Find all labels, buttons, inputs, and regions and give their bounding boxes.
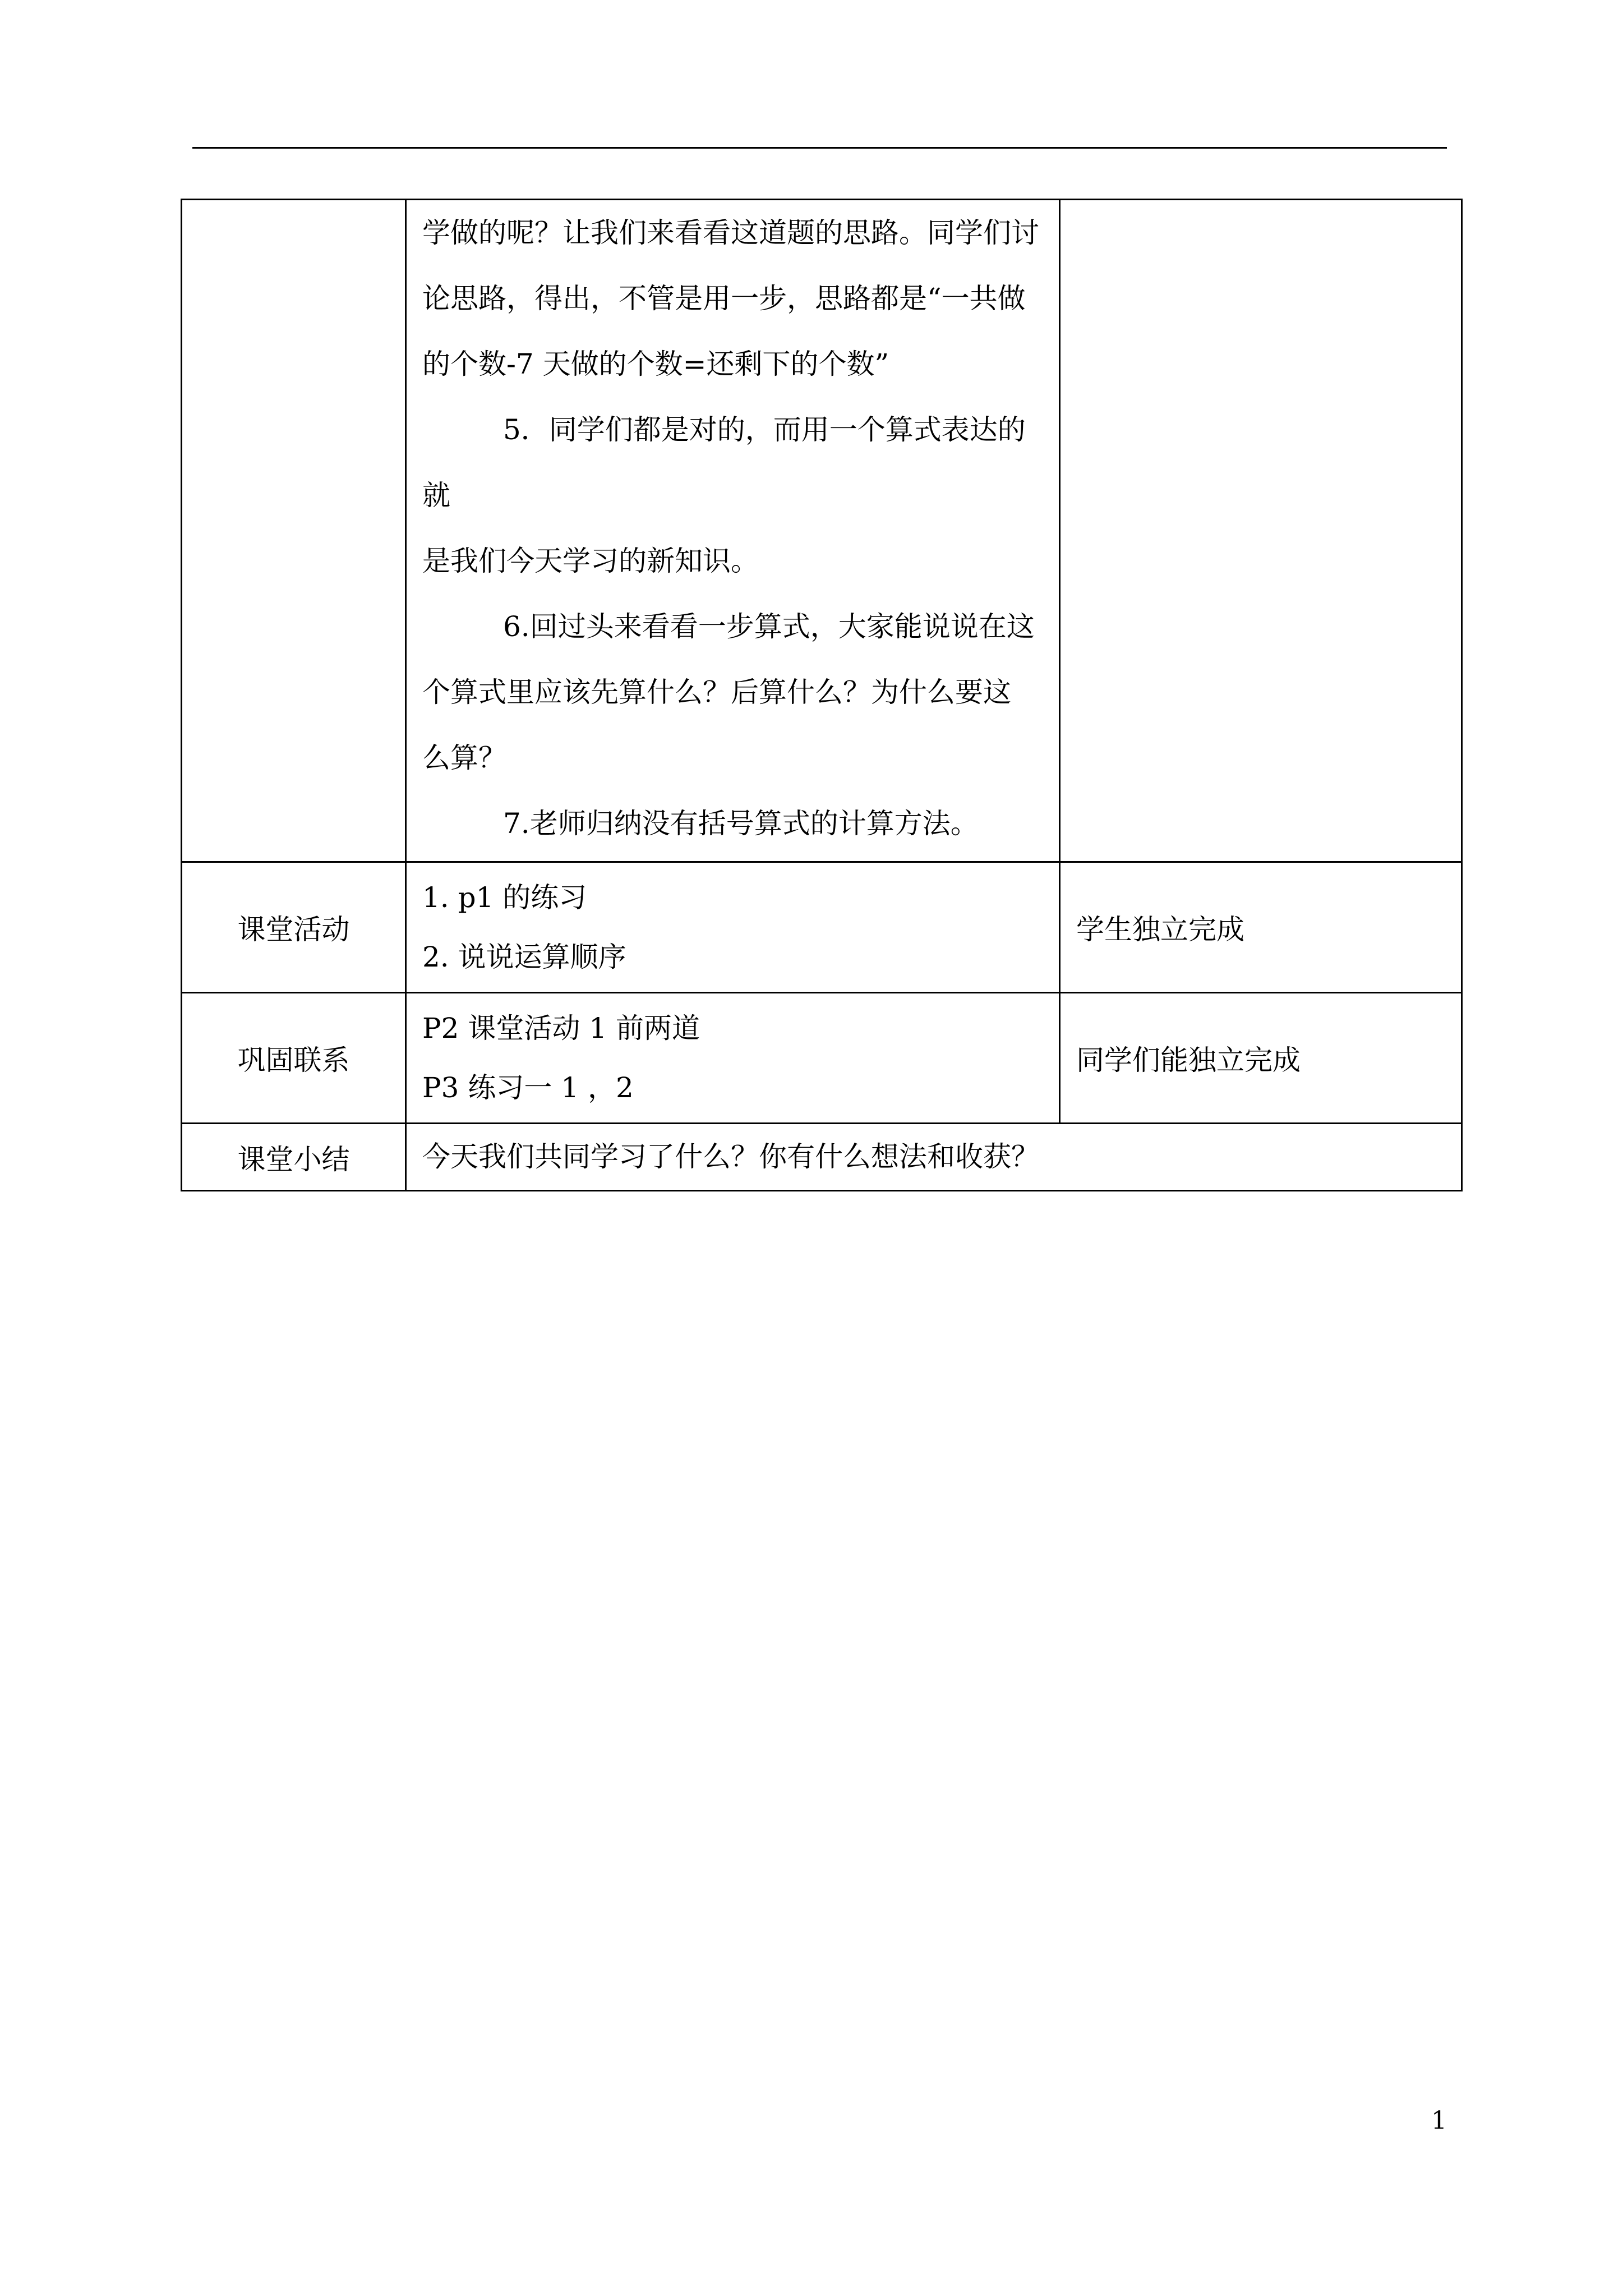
consolidation-note: 同学们能独立完成	[1060, 993, 1462, 1124]
summary-content: 今天我们共同学习了什么？你有什么想法和收获？	[406, 1124, 1462, 1191]
activity-line: 1. p1 的练习	[422, 881, 587, 914]
stage-label-summary: 课堂小结	[182, 1124, 406, 1191]
stage-label-class-activity: 课堂活动	[182, 862, 406, 993]
consolidation-line: P3 练习一 1 ，2	[422, 1071, 634, 1104]
stage-label-consolidation: 巩固联系	[182, 993, 406, 1124]
stage-cell-empty	[182, 200, 406, 862]
page-number: 1	[1431, 2106, 1447, 2135]
table-row-continuation	[182, 200, 1462, 862]
table-row-class-activity	[182, 862, 1462, 993]
table-row-summary	[182, 1124, 1462, 1191]
teaching-process-cell	[406, 200, 1060, 862]
process-line: 是我们今天学习的新知识。	[422, 545, 759, 577]
consolidation-line: P2 课堂活动 1 前两道	[422, 1012, 700, 1045]
process-line: 6.回过头来看看一步算式，大家能说说在这	[503, 610, 1035, 643]
process-line: 个算式里应该先算什么？后算什么？为什么要这	[422, 676, 1011, 708]
class-activity-content	[406, 862, 1060, 993]
note-cell-empty	[1060, 200, 1462, 862]
process-line: 7.老师归纳没有括号算式的计算方法。	[503, 807, 979, 840]
header-rule	[192, 147, 1447, 149]
activity-line: 2. 说说运算顺序	[422, 941, 626, 973]
process-line: 学做的呢？让我们来看看这道题的思路。同学们讨	[422, 217, 1039, 249]
process-line: 的个数-7 天做的个数=还剩下的个数”	[422, 348, 889, 380]
table-row-consolidation	[182, 993, 1462, 1124]
class-activity-note: 学生独立完成	[1060, 862, 1462, 993]
process-line: 5．同学们都是对的，而用一个算式表达的就	[422, 413, 1026, 512]
consolidation-content	[406, 993, 1060, 1124]
process-line: 么算？	[422, 742, 506, 774]
process-line: 论思路，得出，不管是用一步，思路都是“一共做	[422, 282, 1026, 315]
lesson-plan-table	[181, 199, 1463, 1191]
